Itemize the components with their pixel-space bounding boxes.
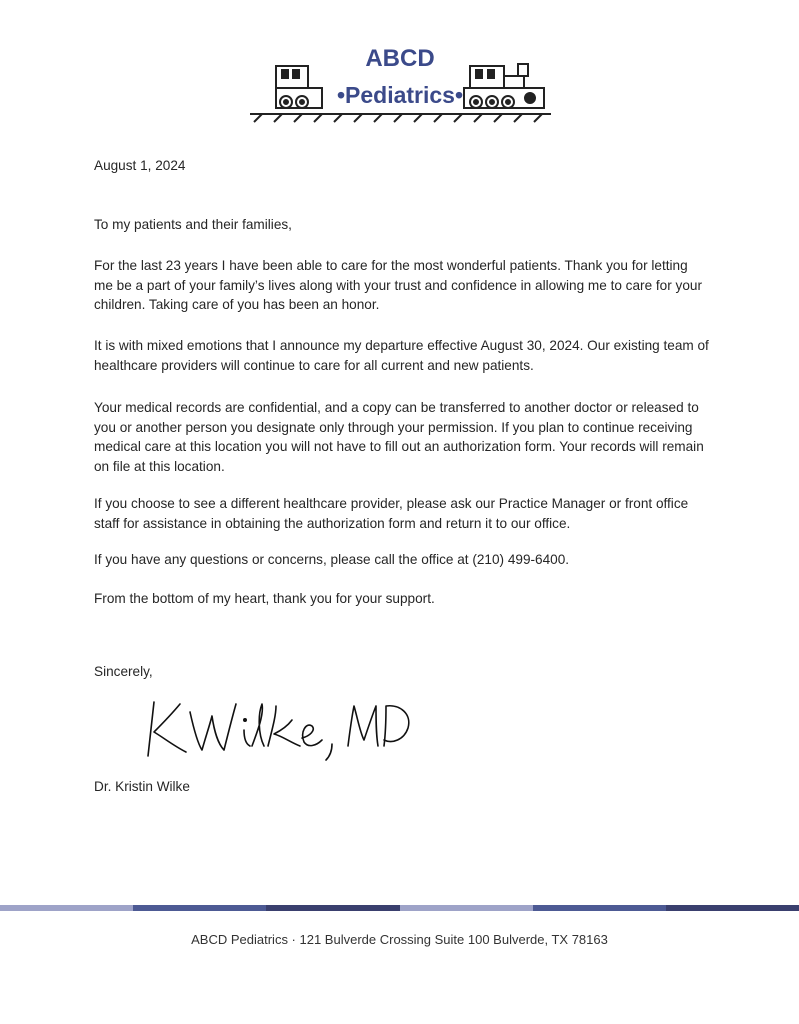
- footer-bar-segment: [0, 905, 133, 911]
- footer-bar-segment: [133, 905, 266, 911]
- signer-name: Dr. Kristin Wilke: [94, 779, 190, 794]
- paragraph-records: Your medical records are confidential, and a copy can be transferred to another doctor or released to you or another person you designate only through your permission. If you plan to continue receiving medical care at this location you will not have to fill out an authorization form. Your records will remain on file at this location.: [94, 400, 704, 474]
- paragraph-departure: It is with mixed emotions that I announce my departure effective August 30, 2024. Our existing team of healthcare providers will continue to care for all current and new patients.: [94, 338, 709, 373]
- closing: Sincerely,: [94, 664, 153, 679]
- logo-line1: ABCD: [365, 45, 435, 72]
- paragraph-thanks: From the bottom of my heart, thank you for your support.: [94, 591, 435, 606]
- footer-bar-segment: [400, 905, 533, 911]
- paragraph-gratitude: For the last 23 years I have been able to care for the most wonderful patients. Thank you for letting me be a part of your family’s lives along with your trust and confidence in allowing me to care for your children. Taking care of you has been an honor.: [94, 258, 702, 312]
- salutation: To my patients and their families,: [94, 217, 292, 232]
- paragraph-contact: If you have any questions or concerns, please call the office at (210) 499-6400.: [94, 552, 570, 567]
- footer-bar-segment: [266, 905, 399, 911]
- train-track-icon: [250, 114, 551, 122]
- footer-color-bar: [0, 905, 799, 911]
- abcd-pediatrics-logo: [248, 40, 553, 124]
- paragraph-different-provider: If you choose to see a different healthcare provider, please ask our Practice Manager or front office staff for assistance in obtaining the authorization form and return it to our office.: [94, 496, 689, 531]
- left-train-car-icon: [276, 66, 322, 108]
- handwritten-signature: [140, 690, 470, 770]
- footer-bar-segment: [666, 905, 799, 911]
- right-locomotive-icon: [464, 64, 544, 108]
- footer-address: ABCD Pediatrics · 121 Bulverde Crossing Suite 100 Bulverde, TX 78163: [191, 932, 608, 947]
- logo-line2: •Pediatrics•: [336, 82, 464, 108]
- letter-date: August 1, 2024: [94, 158, 186, 173]
- footer-bar-segment: [533, 905, 666, 911]
